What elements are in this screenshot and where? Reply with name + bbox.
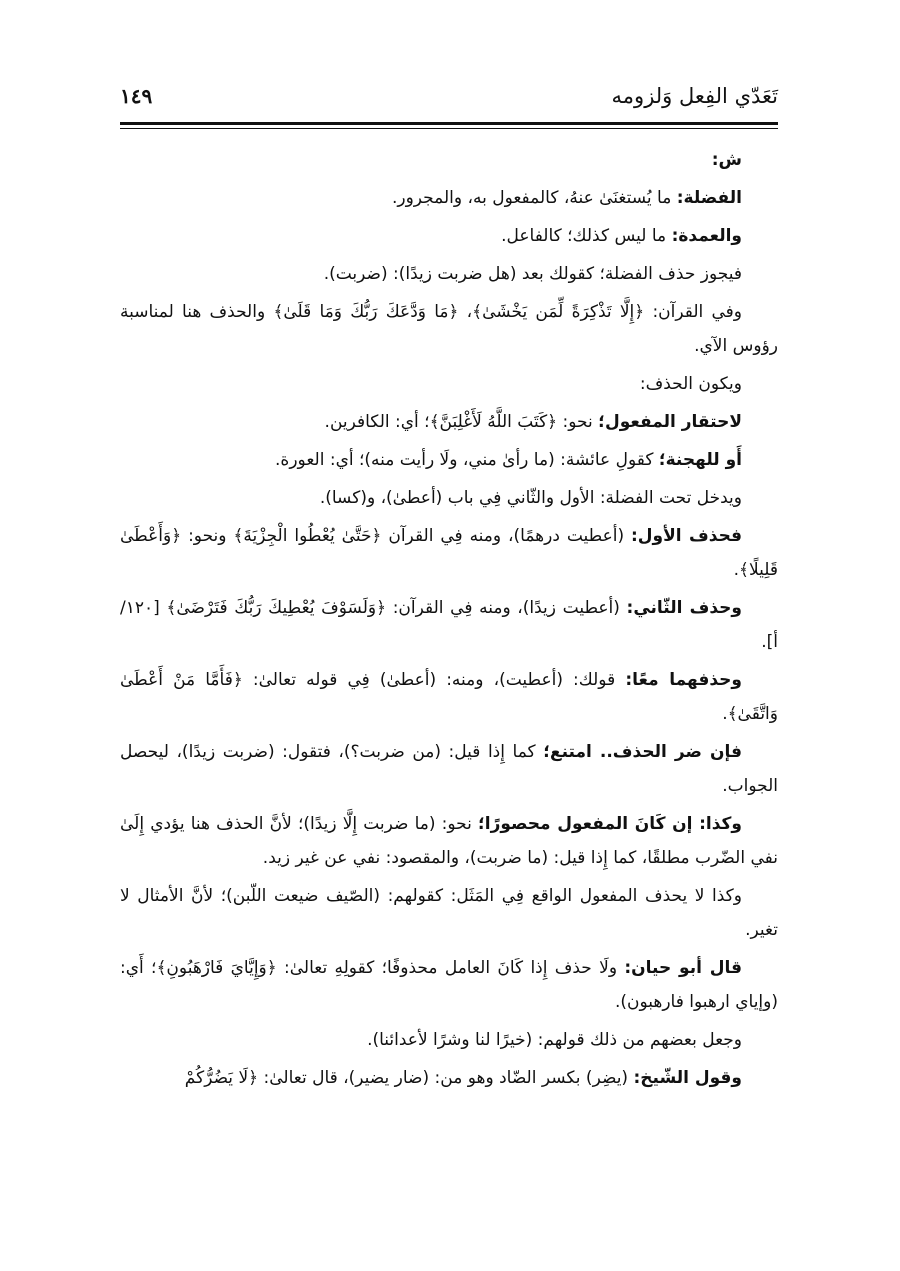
paragraph: [120, 181, 778, 215]
paragraph-term: لاحتقار المفعول؛: [598, 412, 742, 432]
paragraph-text: وجعل بعضهم من ذلك قولهم: (خيرًا لنا وشرًا لأعدائنا).: [367, 1030, 742, 1050]
paragraph: [120, 807, 778, 875]
paragraph: [120, 663, 778, 731]
paragraph-term: وحذفهما معًا:: [625, 670, 742, 690]
paragraph-term: قال أبو حيان:: [624, 958, 742, 978]
paragraph-term: والعمدة:: [671, 226, 742, 246]
paragraph: [120, 405, 778, 439]
running-header-title: تَعَدّي الفِعل وَلزومه: [611, 84, 778, 108]
paragraph-term: فحذف الأول:: [631, 526, 742, 546]
paragraph-text: نحو: (ما ضربت إِلَّا زيدًا)؛ لأنَّ الحذف هنا يؤدي إِلَىٰ نفي الضّرب مطلقًا، كما إِذا قيل: (ما ضربت)، والمقصود: نفي عن غير زيد.: [120, 814, 778, 868]
paragraph-text: (يضِر) بكسر الضّاد وهو من: (ضار يضير)، قال تعالىٰ: ﴿لَا يَضُرُّكُمْ: [184, 1068, 634, 1088]
paragraph-text: ما يُستغنَىٰ عنهُ، كالمفعول به، والمجرور.: [391, 188, 677, 208]
paragraph-term: وقول الشّيخ:: [633, 1068, 742, 1088]
paragraph-text: (أعطيت درهمًا)، ومنه فِي القرآن ﴿حَتَّىٰ يُعْطُوا الْجِزْيَةَ﴾ ونحو: ﴿وَأَعْطَىٰ قَلِيلًا﴾.: [120, 526, 778, 580]
paragraph-text: قولك: (أعطيت)، ومنه: (أعطىٰ) فِي قوله تعالىٰ: ﴿فَأَمَّا مَنْ أَعْطَىٰ وَاتَّقَىٰ﴾.: [120, 670, 778, 724]
paragraph: [120, 219, 778, 253]
paragraph-text: ولَا حذف إِذا كَانَ العامل محذوفًا؛ كقولِهِ تعالىٰ: ﴿وَإِيَّايَ فَارْهَبُونِ﴾؛ أَي: (وإياي ارهبوا فارهبون).: [120, 958, 778, 1012]
paragraph: [120, 1061, 778, 1095]
paragraph: [120, 367, 778, 401]
paragraph: [120, 519, 778, 587]
paragraph-text: كما إِذا قيل: (من ضربت؟)، فتقول: (ضربت زيدًا)، ليحصل الجواب.: [120, 742, 778, 796]
paragraph: [120, 257, 778, 291]
paragraph-term: وحذف الثّاني:: [626, 598, 743, 618]
paragraph-text: (أعطيت زيدًا)، ومنه فِي القرآن: ﴿وَلَسَوْفَ يُعْطِيكَ رَبُّكَ فَتَرْضَىٰ﴾ [١٢٠/أ].: [120, 598, 778, 652]
paragraph-text: وفي القرآن: ﴿إِلَّا تَذْكِرَةً لِّمَن يَخْشَىٰ﴾، ﴿مَا وَدَّعَكَ رَبُّكَ وَمَا قَلَىٰ﴾ والحذف هنا لمناسبة رؤوس الآي.: [120, 302, 778, 356]
paragraph: [120, 1023, 778, 1057]
header-rule-thick: [120, 122, 778, 125]
paragraph: [120, 879, 778, 947]
paragraph-text: فيجوز حذف الفضلة؛ كقولك بعد (هل ضربت زيدًا): (ضربت).: [323, 264, 742, 284]
paragraph: [120, 295, 778, 363]
page-header: [120, 80, 778, 120]
paragraph: [120, 481, 778, 515]
paragraph-text: كقولِ عائشة: (ما رأىٰ مني، ولَا رأيت منه)؛ أي: العورة.: [275, 450, 659, 470]
paragraph: [120, 735, 778, 803]
paragraph-text: ما ليس كذلك؛ كالفاعل.: [501, 226, 672, 246]
paragraph-term: ش:: [711, 150, 742, 170]
page-number: ١٤٩: [120, 84, 153, 108]
paragraph-term: أَو للهجنة؛: [658, 450, 742, 470]
paragraph-term: وكذا: إن كَانَ المفعول محصورًا؛: [477, 814, 742, 834]
paragraph: [120, 143, 778, 177]
paragraph-text: نحو: ﴿كَتَبَ اللَّهُ لَأَغْلِبَنَّ﴾؛ أي: الكافرين.: [324, 412, 599, 432]
paragraph-term: فإن ضر الحذف.. امتنع؛: [543, 742, 742, 762]
page-body: [120, 143, 778, 1099]
paragraph: [120, 951, 778, 1019]
paragraph-text: ويكون الحذف:: [639, 374, 742, 394]
header-rule-thin: [120, 128, 778, 129]
paragraph: [120, 443, 778, 477]
paragraph-term: الفضلة:: [676, 188, 742, 208]
paragraph: [120, 591, 778, 659]
paragraph-text: وكذا لا يحذف المفعول الواقع فِي المَثَل: كقولهم: (الصّيف ضيعت اللّبن)؛ لأنَّ الأمثال لا تغير.: [120, 886, 778, 940]
paragraph-text: ويدخل تحت الفضلة: الأول والثّاني فِي باب (أعطىٰ)، و(كسا).: [319, 488, 742, 508]
